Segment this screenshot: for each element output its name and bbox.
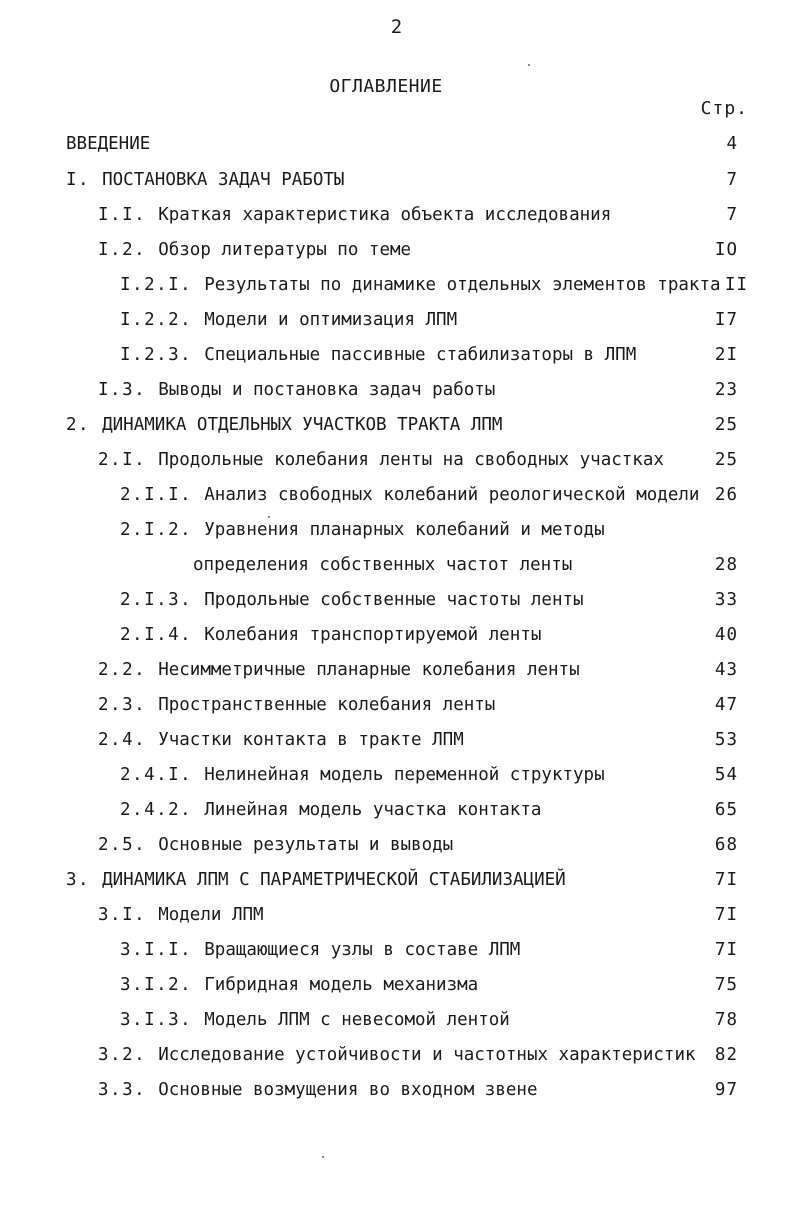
toc-page-number: 26	[714, 485, 738, 505]
toc-entry-title: Специальные пассивные стабилизаторы в ЛПМ	[204, 345, 637, 365]
toc-page-number: 7	[726, 170, 738, 190]
toc-entry-number: 2.I.I.	[120, 485, 205, 505]
toc-entry-number: 2.	[66, 415, 103, 435]
toc-entry-title: Гибридная модель механизма	[204, 975, 479, 995]
toc-entry-title: Выводы и постановка задач работы	[158, 380, 496, 400]
toc-entry-number: 3.3.	[98, 1080, 159, 1100]
toc-page-number: 33	[714, 590, 738, 610]
toc-entry	[98, 1078, 537, 1102]
toc-entry-title: Результаты по динамике отдельных элементов тракта	[204, 275, 721, 295]
toc-entry	[120, 483, 699, 507]
toc-entry-number: 2.4.2.	[120, 800, 205, 820]
toc-entry-title-continued: определения собственных частот ленты	[193, 555, 573, 575]
toc-entry-number: I.2.I.	[120, 275, 205, 295]
toc-heading: ОГЛАВЛЕНИЕ	[329, 76, 443, 97]
toc-entry-title: ПОСТАНОВКА ЗАДАЧ РАБОТЫ	[102, 170, 345, 190]
toc-page-number: 7I	[714, 905, 738, 925]
toc-page-number: 40	[714, 625, 738, 645]
toc-entry-title: Линейная модель участка контакта	[204, 800, 542, 820]
toc-entry-number: 2.I.2.	[120, 520, 205, 540]
scan-speck	[322, 1156, 324, 1158]
toc-entry-number: 2.3.	[98, 695, 159, 715]
toc-entry	[98, 833, 453, 857]
toc-entry-number: 2.I.3.	[120, 590, 205, 610]
toc-entry-title: Анализ свободных колебаний реологической модели	[204, 485, 700, 505]
toc-entry-number: I.	[66, 170, 103, 190]
toc-page-number: 75	[714, 975, 738, 995]
toc-entry-number: 2.2.	[98, 660, 159, 680]
toc-entry	[120, 588, 584, 612]
toc-entry-number: 3.I.2.	[120, 975, 205, 995]
toc-entry-title: Пространственные колебания ленты	[158, 695, 496, 715]
toc-entry	[120, 973, 478, 997]
toc-entry-title: ДИНАМИКА ЛПМ С ПАРАМЕТРИЧЕСКОЙ СТАБИЛИЗАЦИЕЙ	[102, 870, 566, 890]
toc-entry-number: 2.I.4.	[120, 625, 205, 645]
toc-entry-number: 3.I.3.	[120, 1010, 205, 1030]
toc-page-number: 78	[714, 1010, 738, 1030]
toc-entry	[66, 868, 566, 892]
toc-entry	[98, 378, 495, 402]
toc-page-number: 25	[714, 450, 738, 470]
toc-page-number: 7	[726, 205, 738, 225]
toc-entry-number: 2.I.	[98, 450, 159, 470]
toc-page-number: 25	[714, 415, 738, 435]
scan-speck	[268, 516, 270, 518]
toc-entry-number: 2.4.I.	[120, 765, 205, 785]
toc-entry-title: Нелинейная модель переменной структуры	[204, 765, 605, 785]
toc-page-number: I7	[714, 310, 738, 330]
toc-page-number: 23	[714, 380, 738, 400]
toc-page-number: 47	[714, 695, 738, 715]
toc-entry-title: Несимметричные планарные колебания ленты	[158, 660, 580, 680]
toc-page-number: 53	[714, 730, 738, 750]
toc-entry-number: 3.2.	[98, 1045, 159, 1065]
toc-entry-number: 3.I.I.	[120, 940, 205, 960]
toc-entry-title: Основные результаты и выводы	[158, 835, 454, 855]
toc-page-number: 68	[714, 835, 738, 855]
toc-entry-number: I.2.2.	[120, 310, 205, 330]
toc-entry-title: Модели и оптимизация ЛПМ	[204, 310, 458, 330]
toc-entry-title: Продольные собственные частоты ленты	[204, 590, 584, 610]
toc-entry	[98, 693, 495, 717]
toc-entry-number: I.2.	[98, 240, 159, 260]
toc-entry	[98, 203, 611, 227]
toc-page-number: 65	[714, 800, 738, 820]
page-column-label: Стр.	[700, 98, 748, 119]
toc-entry-title: Модель ЛПМ с невесомой лентой	[204, 1010, 510, 1030]
toc-page-number: 4	[726, 134, 738, 154]
toc-page-number: IO	[714, 240, 738, 260]
toc-entry-title: Обзор литературы по теме	[158, 240, 412, 260]
toc-entry	[120, 1008, 510, 1032]
toc-page-number: 7I	[714, 940, 738, 960]
toc-entry	[120, 763, 605, 787]
toc-page-number: 97	[714, 1080, 738, 1100]
toc-entry-title: Уравнения планарных колебаний и методы	[204, 520, 605, 540]
toc-entry	[98, 448, 664, 472]
toc-entry-number: 3.I.	[98, 905, 159, 925]
toc-entry	[98, 238, 411, 262]
toc-entry	[120, 623, 541, 647]
toc-page-number: II	[724, 275, 748, 295]
toc-entry	[66, 132, 150, 156]
toc-page-number: 28	[714, 555, 738, 575]
toc-entry-title: Участки контакта в тракте ЛПМ	[158, 730, 464, 750]
toc-entry	[120, 938, 520, 962]
toc-page-number: 7I	[714, 870, 738, 890]
toc-entry-number: 3.	[66, 870, 103, 890]
toc-entry-title: Модели ЛПМ	[158, 905, 264, 925]
toc-entry	[120, 343, 636, 367]
toc-entry	[120, 273, 721, 297]
toc-entry	[98, 903, 264, 927]
toc-entry	[66, 168, 344, 192]
toc-entry	[66, 413, 502, 437]
toc-entry-title: Продольные колебания ленты на свободных участках	[158, 450, 664, 470]
toc-entry-title: ДИНАМИКА ОТДЕЛЬНЫХ УЧАСТКОВ ТРАКТА ЛПМ	[102, 415, 503, 435]
toc-entry	[120, 308, 457, 332]
toc-entry	[98, 728, 464, 752]
toc-entry	[120, 798, 541, 822]
toc-entry-title: Исследование устойчивости и частотных характеристик	[158, 1045, 696, 1065]
scan-speck	[528, 64, 530, 66]
toc-page-number: 82	[714, 1045, 738, 1065]
toc-page-number: 2I	[714, 345, 738, 365]
toc-page-number: 43	[714, 660, 738, 680]
toc-entry-title: Вращающиеся узлы в составе ЛПМ	[204, 940, 521, 960]
toc-entry-number: I.2.3.	[120, 345, 205, 365]
toc-entry-number: 2.5.	[98, 835, 159, 855]
toc-entry-title: ВВЕДЕНИЕ	[66, 134, 151, 154]
toc-entry	[98, 658, 580, 682]
toc-page-number: 54	[714, 765, 738, 785]
toc-entry	[120, 518, 605, 542]
page-number: 2	[390, 16, 404, 38]
toc-entry	[98, 1043, 696, 1067]
toc-entry-number: I.3.	[98, 380, 159, 400]
toc-entry-number: 2.4.	[98, 730, 159, 750]
toc-entry-title: Основные возмущения во входном звене	[158, 1080, 538, 1100]
toc-entry-number: I.I.	[98, 205, 159, 225]
toc-entry-title: Краткая характеристика объекта исследования	[158, 205, 612, 225]
toc-entry-title: Колебания транспортируемой ленты	[204, 625, 542, 645]
